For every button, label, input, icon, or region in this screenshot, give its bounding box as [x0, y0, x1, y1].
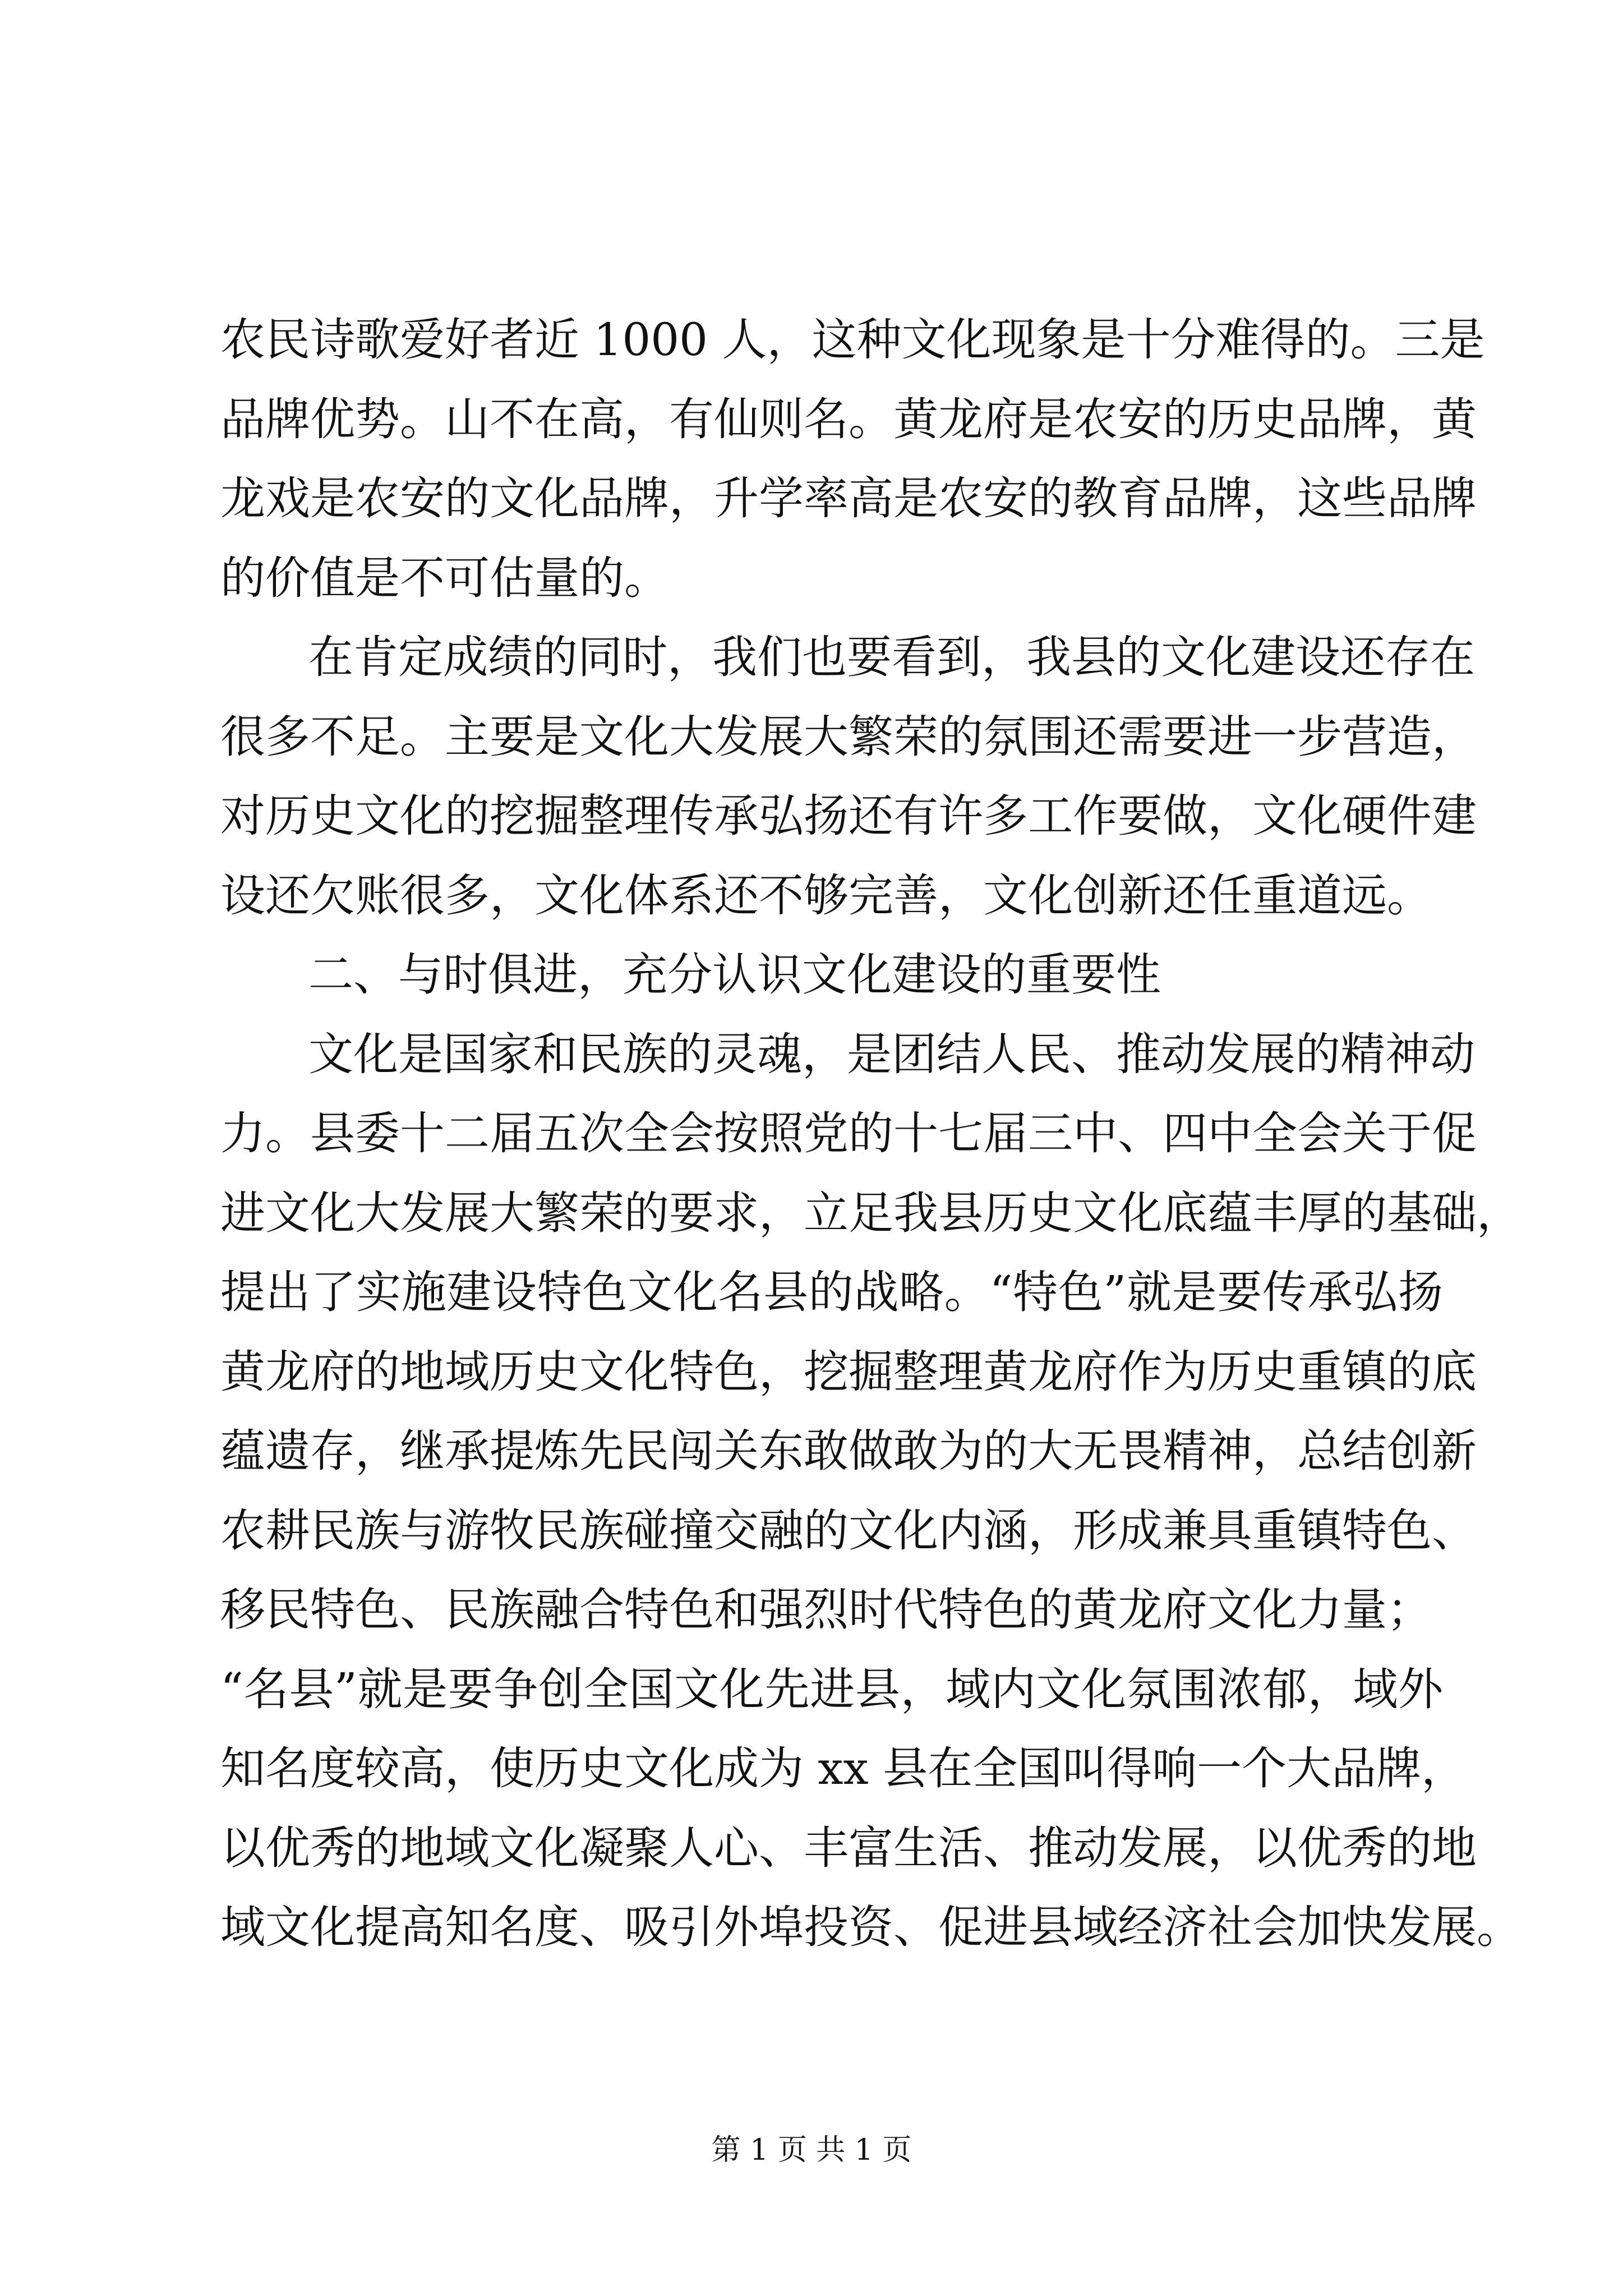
- paragraph-line: 在肯定成绩的同时，我们也要看到，我县的文化建设还存在: [308, 631, 1475, 683]
- section-heading: 二、与时俱进，充分认识文化建设的重要性: [308, 949, 1161, 1001]
- paragraph-line: 设还欠账很多，文化体系还不够完善，文化创新还任重道远。: [220, 869, 1432, 922]
- paragraph-line: 知名度较高，使历史文化成为 xx 县在全国叫得响一个大品牌，: [220, 1742, 1467, 1795]
- paragraph-line: 农民诗歌爱好者近 1000 人，这种文化现象是十分难得的。三是: [220, 314, 1485, 366]
- paragraph-line: 移民特色、民族融合特色和强烈时代特色的黄龙府文化力量；: [220, 1584, 1432, 1636]
- paragraph-line: 蕴遗存，继承提炼先民闯关东敢做敢为的大无畏精神，总结创新: [220, 1425, 1477, 1477]
- paragraph-line: 的价值是不可估量的。: [220, 551, 669, 604]
- paragraph-line: 以优秀的地域文化凝聚人心、丰富生活、推动发展，以优秀的地: [220, 1821, 1477, 1874]
- page-number-footer: 第 1 页 共 1 页: [711, 2133, 912, 2167]
- document-body: [220, 300, 1521, 1967]
- paragraph-line: 黄龙府的地域历史文化特色，挖掘整理黄龙府作为历史重镇的底: [220, 1345, 1477, 1398]
- paragraph-line: 很多不足。主要是文化大发展大繁荣的氛围还需要进一步营造，: [220, 710, 1477, 763]
- paragraph-line: 对历史文化的挖掘整理传承弘扬还有许多工作要做，文化硬件建: [220, 790, 1477, 842]
- paragraph-line: 提出了实施建设特色文化名县的战略。“特色”就是要传承弘扬: [220, 1266, 1443, 1318]
- paragraph-line: 品牌优势。山不在高，有仙则名。黄龙府是农安的历史品牌，黄: [220, 393, 1477, 445]
- paragraph-line: 农耕民族与游牧民族碰撞交融的文化内涵，形成兼具重镇特色、: [220, 1504, 1477, 1557]
- paragraph-line: 域文化提高知名度、吸引外埠投资、促进县域经济社会加快发展。: [220, 1901, 1521, 1953]
- paragraph-line: “名县”就是要争创全国文化先进县，域内文化氛围浓郁，域外: [220, 1663, 1443, 1715]
- paragraph-line: 力。县委十二届五次全会按照党的十七届三中、四中全会关于促: [220, 1107, 1477, 1159]
- paragraph-line: 龙戏是农安的文化品牌，升学率高是农安的教育品牌，这些品牌: [220, 472, 1477, 524]
- paragraph-line: 进文化大发展大繁荣的要求，立足我县历史文化底蕴丰厚的基础，: [220, 1186, 1521, 1239]
- paragraph-line: 文化是国家和民族的灵魂，是团结人民、推动发展的精神动: [308, 1028, 1475, 1080]
